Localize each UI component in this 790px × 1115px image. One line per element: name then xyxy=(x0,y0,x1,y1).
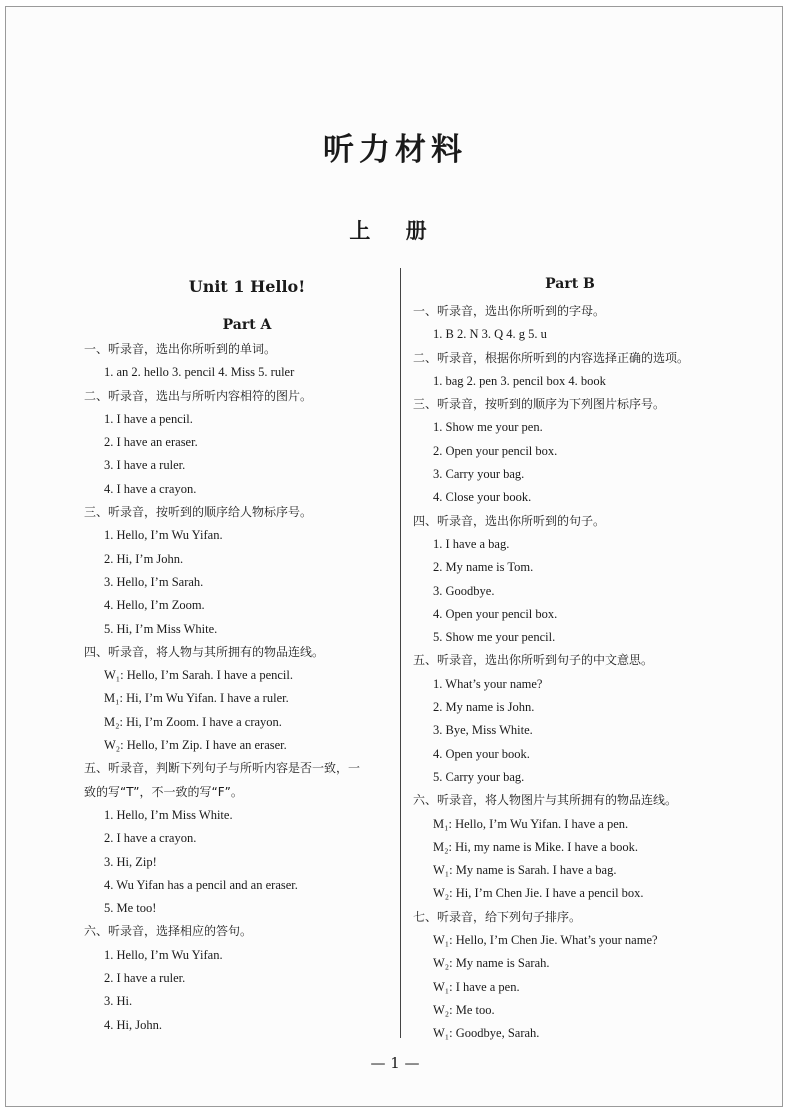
part-b-heading: Part B xyxy=(545,276,595,292)
item-line: W₁: Goodbye, Sarah. xyxy=(433,1026,540,1041)
question-line: 二、听录音，根据你所听到的内容选择正确的选项。 xyxy=(413,350,690,365)
item-line: 1. bag 2. pen 3. pencil box 4. book xyxy=(433,373,606,388)
question-line: 四、听录音，选出你所听到的句子。 xyxy=(413,513,606,528)
item-line: 3. Hi, Zip! xyxy=(104,854,157,869)
item-line: M₁: Hello, I’m Wu Yifan. I have a pen. xyxy=(433,816,629,831)
item-line: W₁: Hello, I’m Chen Jie. What’s your name? xyxy=(433,933,658,948)
item-line: W₁: My name is Sarah. I have a bag. xyxy=(433,863,617,878)
page-title: 听力材料 xyxy=(323,132,467,168)
item-line: 4. Open your pencil box. xyxy=(433,606,558,621)
item-line: 4. Close your book. xyxy=(433,490,532,505)
item-line: 4. Hello, I’m Zoom. xyxy=(104,598,205,613)
item-line: 4. I have a crayon. xyxy=(104,481,197,496)
item-line: W₂: Hello, I’m Zip. I have an eraser. xyxy=(104,738,287,753)
item-line: M₂: Hi, I’m Zoom. I have a crayon. xyxy=(104,714,282,729)
item-line: 5. Me too! xyxy=(104,901,157,916)
item-line: 3. Hi. xyxy=(104,994,133,1009)
item-line: 1. B 2. N 3. Q 4. g 5. u xyxy=(433,327,547,342)
item-line: W₂: My name is Sarah. xyxy=(433,956,550,971)
item-line: 2. I have a ruler. xyxy=(104,971,186,986)
item-line: 3. Carry your bag. xyxy=(433,467,525,482)
question-line: 三、听录音，按听到的顺序给人物标序号。 xyxy=(84,505,313,520)
item-line: 3. I have a ruler. xyxy=(104,458,186,473)
item-line: 2. I have an eraser. xyxy=(104,435,198,450)
question-line: 七、听录音，给下列句子排序。 xyxy=(413,909,582,924)
right-column xyxy=(413,276,723,1046)
question-line: 五、听录音，判断下列句子与所听内容是否一致，一 xyxy=(84,761,361,776)
item-line: 4. Open your book. xyxy=(433,746,530,761)
item-line: 1. Show me your pen. xyxy=(433,420,543,435)
item-line: 3. Goodbye. xyxy=(433,583,495,598)
item-line: M₂: Hi, my name is Mike. I have a book. xyxy=(433,839,639,854)
item-line: 1. I have a bag. xyxy=(433,536,510,551)
item-line: 2. I have a crayon. xyxy=(104,831,197,846)
item-line: M₁: Hi, I’m Wu Yifan. I have a ruler. xyxy=(104,691,289,706)
column-divider xyxy=(400,268,401,1038)
unit-heading: Unit 1 Hello! xyxy=(188,277,306,296)
question-line: 六、听录音，选择相应的答句。 xyxy=(84,924,253,939)
item-line: 2. My name is John. xyxy=(433,700,535,715)
question-line: 三、听录音，按听到的顺序为下列图片标序号。 xyxy=(413,397,666,412)
item-line: 2. My name is Tom. xyxy=(433,560,534,575)
item-line: 1. I have a pencil. xyxy=(104,411,193,426)
volume-subtitle: 上 册 xyxy=(349,219,441,243)
item-line: 1. Hello, I’m Miss White. xyxy=(104,807,233,822)
item-line: 1. Hello, I’m Wu Yifan. xyxy=(104,947,223,962)
question-line: 四、听录音，将人物与其所拥有的物品连线。 xyxy=(84,644,325,659)
item-line: W₂: Hi, I’m Chen Jie. I have a pencil box. xyxy=(433,886,644,901)
item-line: 1. an 2. hello 3. pencil 4. Miss 5. ruler xyxy=(104,365,295,380)
item-line: 2. Open your pencil box. xyxy=(433,443,558,458)
right-lines xyxy=(413,300,723,1046)
item-line: 5. Hi, I’m Miss White. xyxy=(104,621,218,636)
part-a-heading: Part A xyxy=(222,317,272,333)
item-line: 3. Bye, Miss White. xyxy=(433,723,533,738)
item-line: 1. What’s your name? xyxy=(433,676,543,691)
question-line: 一、听录音，选出你所听到的单词。 xyxy=(84,342,277,356)
question-line: 一、听录音，选出你所听到的字母。 xyxy=(413,304,606,318)
left-column xyxy=(84,276,384,1037)
question-line: 五、听录音，选出你所听到句子的中文意思。 xyxy=(413,653,654,668)
item-line: 2. Hi, I’m John. xyxy=(104,551,184,566)
item-line: 5. Carry your bag. xyxy=(433,769,525,784)
page-number: — 1 — xyxy=(370,1054,420,1072)
question-line: 致的写“T”，不一致的写“F”。 xyxy=(84,784,243,799)
item-line: 5. Show me your pencil. xyxy=(433,630,556,645)
item-line: W₂: Me too. xyxy=(433,1002,495,1017)
left-lines xyxy=(84,338,384,1037)
item-line: W₁: I have a pen. xyxy=(433,979,520,994)
item-line: W₁: Hello, I’m Sarah. I have a pencil. xyxy=(104,668,294,683)
item-line: 1. Hello, I’m Wu Yifan. xyxy=(104,528,223,543)
item-line: 3. Hello, I’m Sarah. xyxy=(104,574,204,589)
item-line: 4. Hi, John. xyxy=(104,1017,162,1032)
item-line: 4. Wu Yifan has a pencil and an eraser. xyxy=(104,877,298,892)
question-line: 六、听录音，将人物图片与其所拥有的物品连线。 xyxy=(413,793,678,808)
question-line: 二、听录音，选出与所听内容相符的图片。 xyxy=(84,388,313,403)
